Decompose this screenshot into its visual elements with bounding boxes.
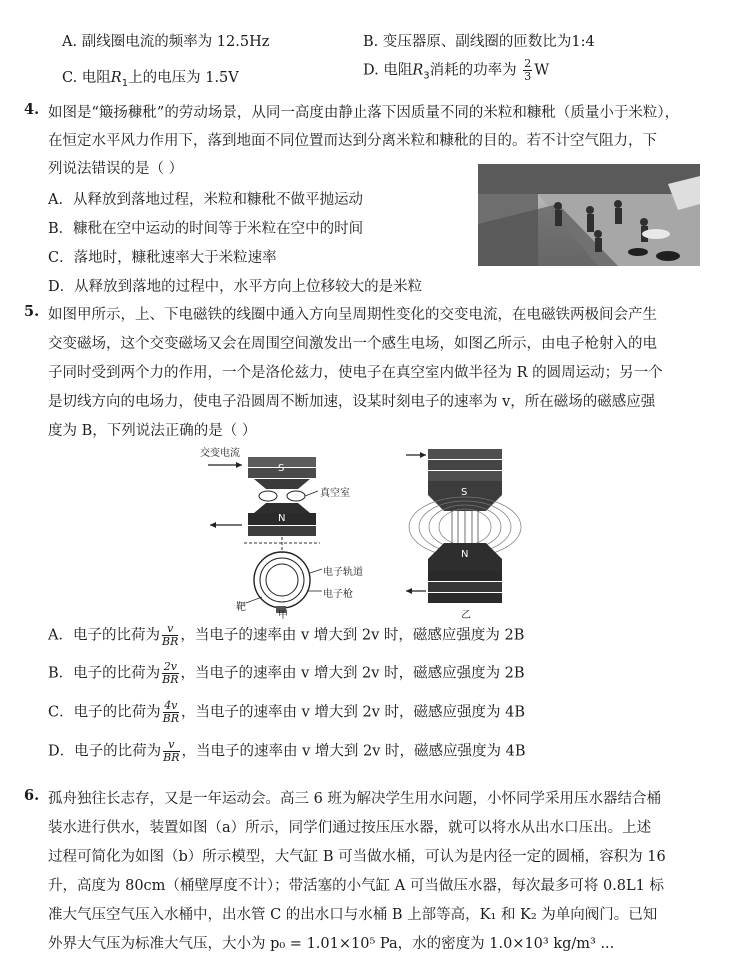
label-s-pole-jia: S <box>278 463 285 474</box>
label-target: 靶 <box>236 602 246 613</box>
q4-option-d: D．从释放到落地的过程中，水平方向上位移较大的是米粒 <box>48 279 423 295</box>
q4-stem-line2: 在恒定水平风力作用下，落到地面不同位置而达到分离米粒和糠秕的目的。若不计空气阻力，下 <box>48 133 657 149</box>
q5-line5: 度为 B，下列说法正确的是（ ） <box>48 423 257 439</box>
label-electron-gun: 电子枪 <box>323 589 353 600</box>
q4-option-b: B．糠秕在空中运动的时间等于米粒在空中的时间 <box>48 221 364 237</box>
q3-option-b: B. 变压器原、副线圈的匝数比为1:4 <box>363 34 595 50</box>
q6-number: 6. <box>24 787 40 804</box>
label-vacuum-chamber: 真空室 <box>320 488 350 499</box>
q5-option-c: C．电子的比荷为 $\frac{4v}{BR}$ ，当电子的速率由 v 增大到 2v 时，磁感应强度为 4B <box>48 699 526 725</box>
q5-line1: 如图甲所示，上、下电磁铁的线圈中通入方向呈周期性变化的交变电流，在电磁铁两极间会产生 <box>48 307 657 323</box>
label-n-pole-jia: N <box>278 513 286 524</box>
figure-yi <box>400 443 530 618</box>
q5-option-b: B．电子的比荷为 $\frac{2v}{BR}$ ，当电子的速率由 v 增大到 2v 时，磁感应强度为 2B <box>48 660 525 686</box>
label-n-pole-yi: N <box>461 549 469 560</box>
q6-line2: 装水进行供水，装置如图（a）所示，同学们通过按压压水器，就可以将水从出水口压出。上述 <box>48 820 652 836</box>
q4-stem-line1: 如图是“簸扬穅秕”的劳动场景，从同一高度由静止落下因质量不同的米粒和糠秕（质量小于米粒）， <box>48 105 680 121</box>
q4-option-a: A．从释放到落地过程，米粒和糠秕不做平抛运动 <box>48 192 363 208</box>
q6-line1: 孤舟独往长志存，又是一年运动会。高三 6 班为解决学生用水问题，小怀同学采用压水器结合桶 <box>48 791 661 807</box>
q6-line4: 升，高度为 80cm（桶壁厚度不计）；带活塞的小气缸 A 可当做压水器，每次最多可将 0.8L1 标 <box>48 878 664 894</box>
q6-line6: 外界大气压为标准大气压，大小为 p₀ = 1.01×10⁵ Pa，水的密度为 1.0×10³ kg/m³ ... <box>48 936 615 952</box>
winnowing-scene-photo <box>478 164 700 266</box>
q5-option-d: D．电子的比荷为 $\frac{v}{BR}$ ，当电子的速率由 v 增大到 2v 时，磁感应强度为 4B <box>48 738 526 764</box>
label-s-pole-yi: S <box>461 487 468 498</box>
q6-line3: 过程可简化为如图（b）所示模型，大气缸 B 可当做水桶，可认为是内径一定的圆桶，容积为 16 <box>48 849 666 865</box>
q4-number: 4. <box>24 101 40 118</box>
q3-option-d: D. 电阻$R_3$消耗的功率为 $\frac{2}{3}$ W <box>363 57 550 83</box>
q5-option-a: A．电子的比荷为 $\frac{v}{BR}$ ，当电子的速率由 v 增大到 2v 时，磁感应强度为 2B <box>48 622 525 648</box>
q3-option-c: C. 电阻$R_1$上的电压为 1.5V <box>62 70 239 89</box>
q4-stem-line3: 列说法错误的是（ ） <box>48 161 184 177</box>
q5-line2: 交变磁场，这个交变磁场又会在周围空间激发出一个感生电场，如图乙所示，由电子枪射入的电 <box>48 336 657 352</box>
label-ac-current: 交变电流 <box>200 448 240 459</box>
label-electron-orbit: 电子轨道 <box>323 567 363 578</box>
q6-line5: 准大气压空气压入水桶中，出水管 C 的出水口与水桶 B 上部等高，K₁ 和 K₂ 为单向阀门。已知 <box>48 907 658 923</box>
label-jia: 甲 <box>278 610 288 621</box>
q5-number: 5. <box>24 303 40 320</box>
q3-option-a: A. 副线圈电流的频率为 12.5Hz <box>62 34 270 50</box>
label-yi: 乙 <box>461 610 471 621</box>
q4-option-c: C．落地时，糠秕速率大于米粒速率 <box>48 250 277 266</box>
q5-line3: 子同时受到两个力的作用，一个是洛伦兹力，使电子在真空室内做半径为 R 的圆周运动；另一个 <box>48 365 663 381</box>
q5-line4: 是切线方向的电场力，使电子沿圆周不断加速，设某时刻电子的速率为 v，所在磁场的磁感应强 <box>48 394 656 410</box>
